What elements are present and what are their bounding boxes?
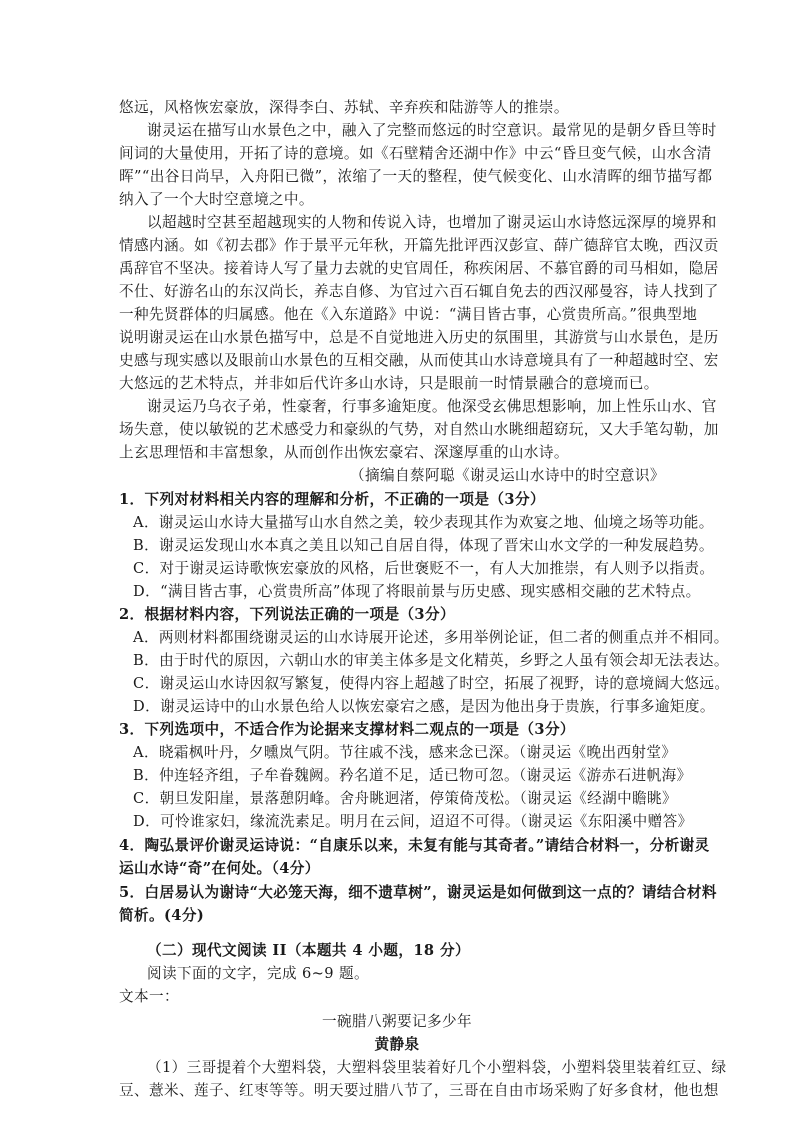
passage-line: 以超越时空甚至超越现实的人物和传说入诗，也增加了谢灵运山水诗悠远深厚的境界和 <box>147 214 717 231</box>
section-instruction: 阅读下面的文字，完成 6~9 题。 <box>147 965 370 982</box>
passage-line: 场失意，使以敏锐的艺术感受力和豪纵的气势，对自然山水眺细超窈玩，又大手笔勾勒，加 <box>119 421 719 438</box>
question-3-option-b: B．仲连轻齐组，子牟眷魏阙。矜名道不足，适已物可忽。（谢灵运《游赤石进帆海》 <box>133 767 692 784</box>
passage-line: 史感与现实感以及眼前山水景色的互相交融，从而使其山水诗意境具有了一种超越时空、宏 <box>119 352 719 369</box>
question-3-option-a: A．晓霜枫叶丹，夕曛岚气阴。节往戚不浅，感来念已深。（谢灵运《晚出西射堂》 <box>133 744 677 761</box>
passage-line: 纳入了一个大时空意境之中。 <box>119 191 314 208</box>
essay-author: 黄静泉 <box>374 1036 420 1053</box>
question-1-option-b: B．谢灵运发现山水本真之美且以知己自居自得，体现了晋宋山水文学的一种发展趋势。 <box>133 537 714 554</box>
question-2-option-d: D．谢灵运诗中的山水景色给人以恢宏豪宕之感，是因为他出身于贵族，行事多逾矩度。 <box>133 698 715 715</box>
passage-line: 情感内涵。如《初去郡》作于景平元年秋，开篇先批评西汉彭宣、薛广德辞官太晚，西汉贡 <box>119 237 719 254</box>
question-2-option-b: B．由于时代的原因，六朝山水的审美主体多是文化精英，乡野之人虽有领会却无法表达。 <box>133 652 729 669</box>
question-2-option-c: C．谢灵运山水诗因叙写繁复，使得内容上超越了时空，拓展了视野，诗的意境阔大悠远。 <box>133 675 730 692</box>
essay-paragraph-line: 豆、薏米、莲子、红枣等等。明天要过腊八节了，三哥在自由市场采购了好多食材，他也想 <box>119 1082 719 1099</box>
question-2-option-a: A．两则材料都围绕谢灵运的山水诗展开论述，多用举例论证，但二者的侧重点并不相同。 <box>133 629 729 646</box>
passage-line: 大悠远的艺术特点，并非如后代许多山水诗，只是眼前一时情景融合的意境而已。 <box>119 375 659 392</box>
passage-line: 晖”“出谷日尚早，入舟阳已微”，浓缩了一天的整程，使气候变化、山水清晖的细节描写都 <box>119 168 713 185</box>
passage-line: 谢灵运乃乌衣子弟，性豪奢，行事多逾矩度。他深受玄佛思想影响，加上性乐山水、官 <box>147 398 717 415</box>
passage-line: 不仕、好游名山的东汉尚长，养志自修、为官过六百石辄自免去的西汉邴曼容，诗人找到了 <box>119 283 719 300</box>
question-1-option-c: C．对于谢灵运诗歌恢宏豪放的风格，后世褒贬不一，有人大加推崇，有人则予以指责。 <box>133 560 715 577</box>
question-4-stem: 4．陶弘景评价谢灵运诗说：“自康乐以来，未复有能与其奇者。”请结合材料一，分析谢灵 <box>119 837 710 854</box>
question-3-option-c: C．朝旦发阳崖，景落憩阴峰。舍舟眺迥渚，停策倚茂松。（谢灵运《经湖中瞻眺》 <box>133 790 678 807</box>
question-4-stem: 运山水诗“奇”在何处。（4分） <box>119 860 320 877</box>
question-3-stem: 3．下列选项中，不适合作为论据来支撑材料二观点的一项是（3分） <box>119 721 575 738</box>
section-heading: （二）现代文阅读 II（本题共 4 小题，18 分） <box>147 942 470 959</box>
passage-line: 上玄思理悟和丰富想象，从而创作出恢宏豪宕、深邃厚重的山水诗。 <box>119 444 569 461</box>
passage-line: 禹辞官不坚决。接着诗人写了量力去就的史官周任，称疾闲居、不慕官爵的司马相如，隐居 <box>119 260 719 277</box>
text-label: 文本一： <box>119 988 179 1005</box>
essay-paragraph-line: （1）三哥提着个大塑料袋，大塑料袋里装着好几个小塑料袋，小塑料袋里装着红豆、绿 <box>147 1059 727 1076</box>
question-3-option-d: D．可怜谁家妇，缘流洗素足。明月在云间，迢迢不可得。（谢灵运《东阳溪中赠答》 <box>133 813 693 830</box>
passage-line: 悠远，风格恢宏豪放，深得李白、苏轼、辛弃疾和陆游等人的推崇。 <box>119 99 569 116</box>
question-5-stem: 简析。(4分) <box>119 907 205 924</box>
passage-line: 谢灵运在描写山水景色之中，融入了完整而悠远的时空意识。最常见的是朝夕昏旦等时 <box>147 122 717 139</box>
question-1-option-a: A．谢灵运山水诗大量描写山水自然之美，较少表现其作为欢宴之地、仙境之场等功能。 <box>133 514 714 531</box>
question-1-option-d: D．“满目皆古事，心赏贵所高”体现了将眼前景与历史感、现实感相交融的艺术特点。 <box>133 583 701 600</box>
passage-line: 说明谢灵运在山水景色描写中，总是不自觉地进入历史的氛围里，其游赏与山水景色，是历 <box>119 329 719 346</box>
source-citation: （摘编自蔡阿聪《谢灵运山水诗中的时空意识》 <box>350 467 665 484</box>
passage-line: 一种先贤群体的归属感。他在《入东道路》中说：“满目皆古事，心赏贵所高。”很典型地 <box>119 306 698 323</box>
essay-title: 一碗腊八粥要记多少年 <box>322 1013 472 1030</box>
question-5-stem: 5．白居易认为谢诗“大必笼天海，细不遗草树”，谢灵运是如何做到这一点的？请结合材料 <box>119 884 717 901</box>
question-1-stem: 1．下列对材料相关内容的理解和分析，不正确的一项是（3分） <box>119 491 545 508</box>
question-2-stem: 2．根据材料内容，下列说法正确的一项是（3分） <box>119 606 455 623</box>
passage-line: 间词的大量使用，开拓了诗的意境。如《石壁精舍还湖中作》中云“昏旦变气候，山水含清 <box>119 145 712 162</box>
